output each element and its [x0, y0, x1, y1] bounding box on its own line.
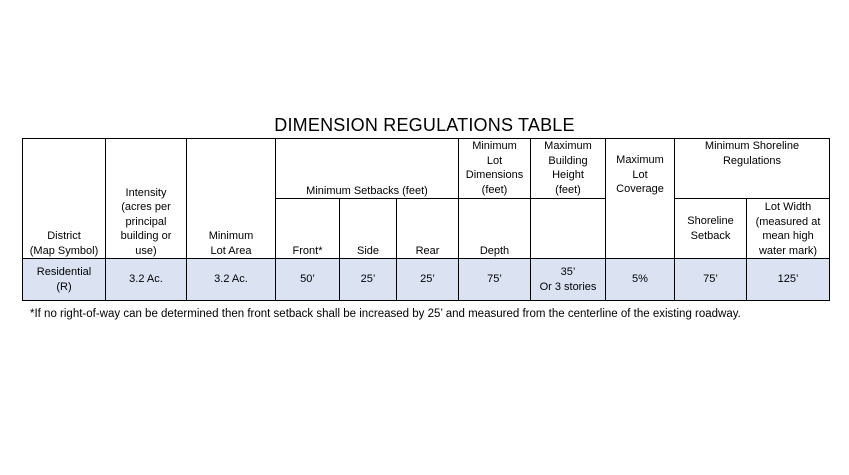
- header-shoreline-setback: Shoreline Setback: [675, 199, 747, 259]
- cell-front: 50’: [276, 259, 340, 301]
- header-min-lot-dimensions: Minimum Lot Dimensions (feet): [459, 139, 531, 199]
- header-front: Front*: [276, 199, 340, 259]
- header-lot-width: Lot Width (measured at mean high water mark): [747, 199, 830, 259]
- cell-max-lot-coverage: 5%: [606, 259, 675, 301]
- cell-lot-width: 125’: [747, 259, 830, 301]
- header-max-building-height: Maximum Building Height (feet): [531, 139, 606, 199]
- header-district: District (Map Symbol): [23, 139, 106, 259]
- cell-depth: 75’: [459, 259, 531, 301]
- header-rear: Rear: [397, 199, 459, 259]
- header-depth: Depth: [459, 199, 531, 259]
- cell-max-building-height: 35’ Or 3 stories: [531, 259, 606, 301]
- dimension-regulations-table: [22, 138, 830, 301]
- header-max-lot-coverage: Maximum Lot Coverage: [606, 139, 675, 259]
- cell-shoreline-setback: 75’: [675, 259, 747, 301]
- header-min-lot-area: Minimum Lot Area: [187, 139, 276, 259]
- header-row-1: [23, 139, 830, 199]
- cell-side: 25’: [340, 259, 397, 301]
- footnote: *If no right-of-way can be determined then front setback shall be increased by 25’ and measured from the centerline of the existing roadway.: [30, 308, 741, 320]
- table-title: DIMENSION REGULATIONS TABLE: [274, 115, 575, 135]
- table-row: [23, 259, 830, 301]
- header-min-shoreline-regulations: Minimum Shoreline Regulations: [675, 139, 830, 199]
- header-height-blank: [531, 199, 606, 259]
- header-min-setbacks: Minimum Setbacks (feet): [276, 139, 459, 199]
- cell-rear: 25’: [397, 259, 459, 301]
- cell-district: Residential (R): [23, 259, 106, 301]
- cell-intensity: 3.2 Ac.: [106, 259, 187, 301]
- cell-min-lot-area: 3.2 Ac.: [187, 259, 276, 301]
- header-intensity: Intensity (acres per principal building or use): [106, 139, 187, 259]
- header-side: Side: [340, 199, 397, 259]
